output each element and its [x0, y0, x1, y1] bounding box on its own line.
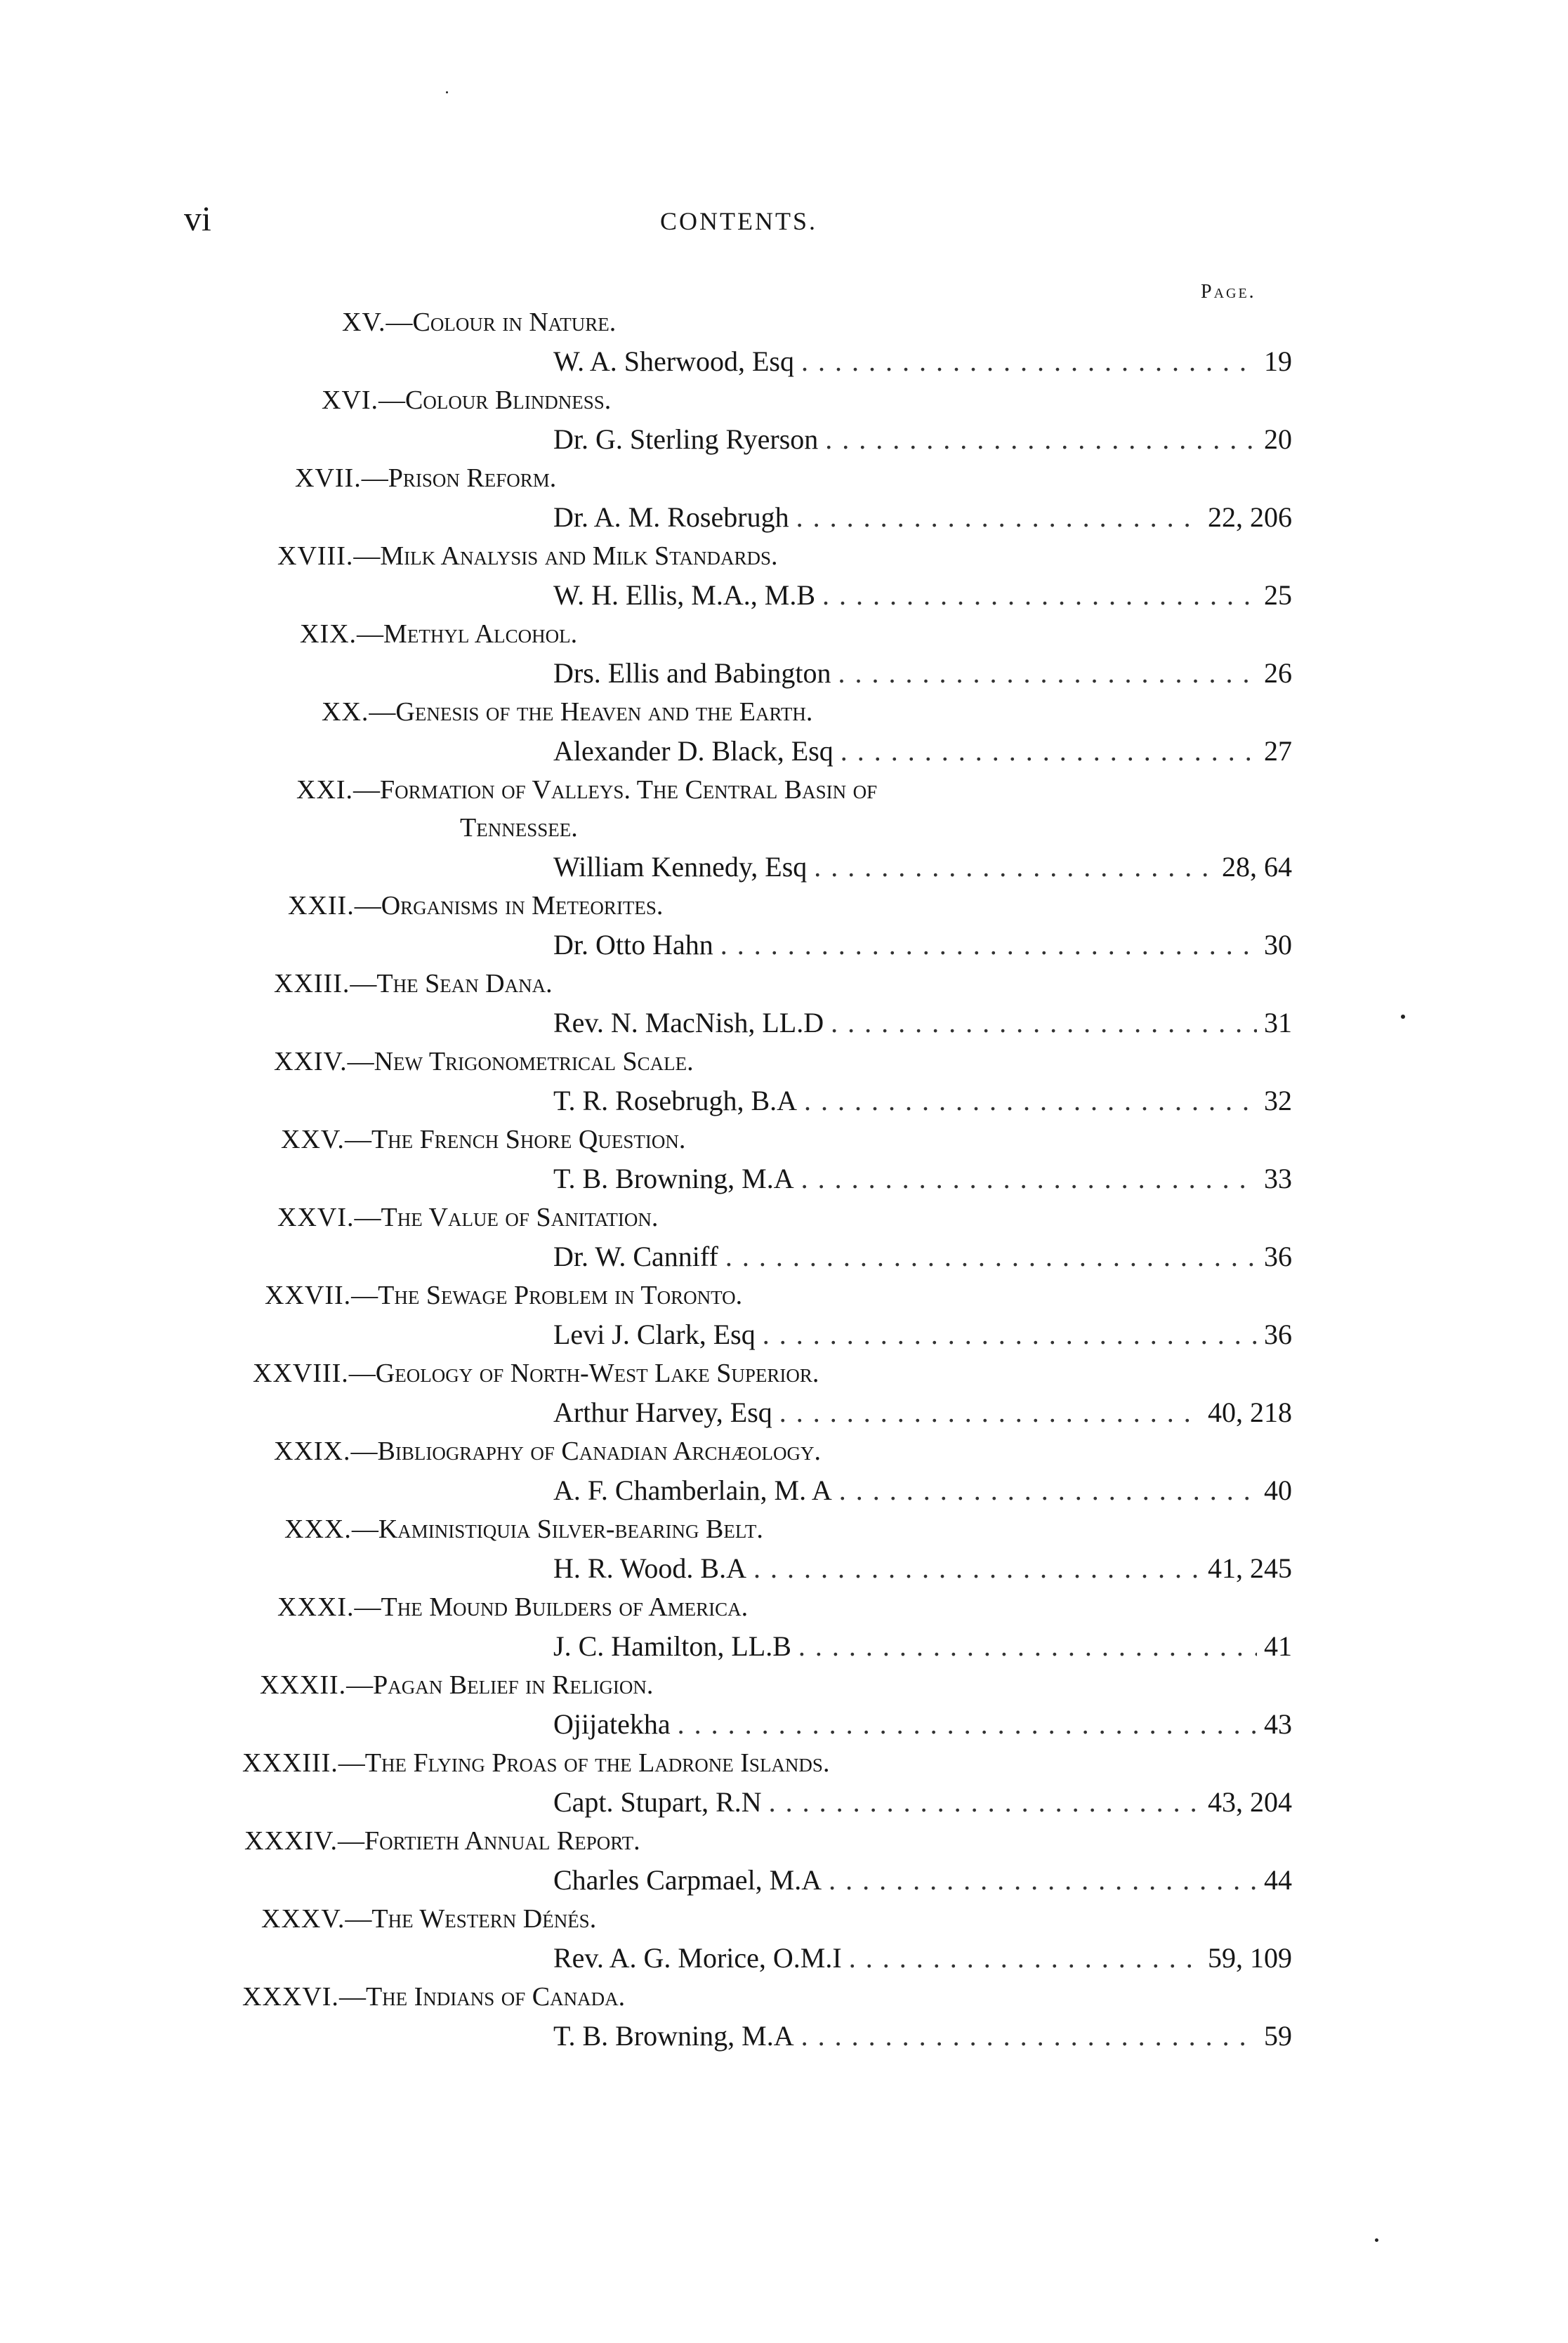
author-name: Dr. W. Canniff	[553, 1241, 718, 1272]
dot-leader	[725, 1236, 1257, 1276]
toc-entry	[0, 1822, 1568, 1900]
entry-title-line	[0, 381, 1568, 419]
dot-leader	[841, 731, 1257, 771]
entry-title-line	[0, 1276, 1568, 1314]
toc-entry	[0, 1744, 1568, 1822]
entry-title-line	[0, 887, 1568, 925]
roman-numeral: XXXIII.	[242, 1748, 338, 1778]
paper-title: —Genesis of the Heaven and the Earth.	[369, 697, 813, 727]
toc-entry	[0, 1900, 1568, 1978]
toc-entry	[0, 1276, 1568, 1354]
author-line	[0, 653, 1292, 693]
paper-title: —The French Shore Question.	[344, 1125, 686, 1154]
roman-numeral: XXIII.	[274, 969, 350, 998]
paper-title: —Bibliography of Canadian Archæology.	[350, 1437, 822, 1466]
author-name: Rev. N. MacNish, LL.D	[553, 1007, 824, 1038]
author-line	[0, 1081, 1292, 1121]
page-numbers: 41	[1264, 1630, 1292, 1662]
roman-numeral: XXXV.	[261, 1904, 345, 1934]
dot-leader	[825, 419, 1257, 459]
author-line	[0, 1392, 1292, 1432]
dot-leader	[829, 1860, 1257, 1900]
author-name: Dr. G. Sterling Ryerson	[553, 423, 819, 455]
author-name: Capt. Stupart, R.N	[553, 1786, 762, 1818]
toc-entry	[0, 1043, 1568, 1121]
entry-title-line	[0, 1744, 1568, 1782]
page-numbers: 28, 64	[1222, 851, 1292, 883]
entry-title-line	[0, 1043, 1568, 1081]
entry-title-line	[0, 1121, 1568, 1159]
dot-leader	[779, 1392, 1201, 1432]
paper-title: —Pagan Belief in Religion.	[346, 1670, 654, 1700]
page-numbers: 43	[1264, 1708, 1292, 1740]
author-line	[0, 1938, 1292, 1978]
dot-leader	[769, 1782, 1201, 1822]
roman-numeral: XXVII.	[265, 1281, 352, 1310]
roman-numeral: XXXII.	[260, 1670, 347, 1700]
page-numbers: 19	[1264, 345, 1292, 377]
roman-numeral: XXV.	[281, 1125, 345, 1154]
entry-title-line	[0, 1354, 1568, 1392]
page-numbers: 20	[1264, 423, 1292, 455]
roman-numeral: XXIV.	[274, 1047, 348, 1076]
author-name: Arthur Harvey, Esq	[553, 1397, 772, 1428]
roman-numeral: XXXVI.	[242, 1982, 339, 2012]
entry-title-line	[0, 1822, 1568, 1860]
roman-numeral: XXII.	[288, 891, 355, 920]
page-numbers: 25	[1264, 579, 1292, 611]
entry-title-line	[0, 537, 1568, 575]
paper-title: —Milk Analysis and Milk Standards.	[353, 541, 778, 571]
paper-title: —The Value of Sanitation.	[354, 1203, 659, 1232]
paper-title: —Formation of Valleys. The Central Basin of	[353, 775, 878, 805]
author-name: T. B. Browning, M.A	[553, 1163, 794, 1194]
roman-numeral: XIX.	[300, 619, 357, 649]
author-name: W. A. Sherwood, Esq	[553, 345, 794, 377]
print-speck	[446, 91, 448, 93]
page-numbers: 32	[1264, 1085, 1292, 1116]
dot-leader	[839, 1470, 1257, 1510]
page-numbers: 59	[1264, 2020, 1292, 2052]
toc-entry	[0, 693, 1568, 771]
toc-entry	[0, 1121, 1568, 1199]
paper-title: —The Mound Builders of America.	[354, 1592, 749, 1622]
author-name: Levi J. Clark, Esq	[553, 1319, 756, 1350]
roman-numeral: XX.	[322, 697, 369, 727]
paper-title: —The Western Dénés.	[345, 1904, 597, 1934]
author-line	[0, 1159, 1292, 1199]
paper-title-continuation: Tennessee.	[460, 813, 578, 843]
toc-entry	[0, 303, 1568, 381]
toc-entry	[0, 771, 1568, 887]
author-line	[0, 1704, 1292, 1744]
author-line	[0, 847, 1292, 887]
running-head: CONTENTS.	[660, 207, 817, 235]
author-line	[0, 1470, 1292, 1510]
author-name: Alexander D. Black, Esq	[553, 735, 834, 767]
roman-numeral: XVII.	[295, 463, 362, 493]
page-numbers: 40, 218	[1208, 1397, 1292, 1428]
roman-numeral: XVIII.	[277, 541, 354, 571]
entry-title-line	[0, 1588, 1568, 1626]
entry-title-line	[0, 693, 1568, 731]
dot-leader	[720, 925, 1257, 965]
author-name: T. B. Browning, M.A	[553, 2020, 794, 2052]
entry-title-line	[0, 1432, 1568, 1470]
table-of-contents	[0, 303, 1568, 2056]
paper-title: —Prison Reform.	[361, 463, 557, 493]
page-numbers: 44	[1264, 1864, 1292, 1896]
paper-title: —Fortieth Annual Report.	[338, 1826, 640, 1856]
author-line	[0, 1548, 1292, 1588]
paper-title: —Organisms in Meteorites.	[354, 891, 664, 920]
paper-title: —Geology of North-West Lake Superior.	[348, 1359, 819, 1388]
dot-leader	[798, 1626, 1257, 1666]
author-line	[0, 925, 1292, 965]
page-numbers: 43, 204	[1208, 1786, 1292, 1818]
author-line	[0, 1860, 1292, 1900]
author-line	[0, 341, 1292, 381]
author-line	[0, 1782, 1292, 1822]
dot-leader	[831, 1003, 1257, 1043]
toc-entry	[0, 1432, 1568, 1510]
author-line	[0, 497, 1292, 537]
page-numbers: 27	[1264, 735, 1292, 767]
dot-leader	[678, 1704, 1257, 1744]
dot-leader	[796, 497, 1201, 537]
toc-entry	[0, 887, 1568, 965]
page-numbers: 22, 206	[1208, 501, 1292, 533]
page-numbers: 31	[1264, 1007, 1292, 1038]
toc-entry	[0, 1666, 1568, 1744]
dot-leader	[838, 653, 1257, 693]
page-numbers: 26	[1264, 657, 1292, 689]
toc-entry	[0, 615, 1568, 693]
entry-title-line	[0, 615, 1568, 653]
author-name: Dr. A. M. Rosebrugh	[553, 501, 789, 533]
page-numbers: 40	[1264, 1474, 1292, 1506]
entry-title-line	[0, 303, 1568, 341]
paper-title: —Colour Blindness.	[378, 385, 612, 415]
paper-title: —The Indians of Canada.	[338, 1982, 626, 2012]
author-name: H. R. Wood. B.A	[553, 1552, 746, 1584]
paper-title: —Methyl Alcohol.	[357, 619, 578, 649]
dot-leader	[763, 1314, 1257, 1354]
toc-entry	[0, 1510, 1568, 1588]
author-name: A. F. Chamberlain, M. A	[553, 1474, 832, 1506]
paper-title: —New Trigonometrical Scale.	[347, 1047, 694, 1076]
page-numbers: 30	[1264, 929, 1292, 961]
toc-entry	[0, 459, 1568, 537]
author-line	[0, 1626, 1292, 1666]
paper-title: —The Sewage Problem in Toronto.	[351, 1281, 743, 1310]
roman-numeral: XXXIV.	[244, 1826, 338, 1856]
entry-title-line	[0, 1199, 1568, 1236]
author-line	[0, 419, 1292, 459]
author-name: Rev. A. G. Morice, O.M.I	[553, 1942, 842, 1974]
page-numbers: 41, 245	[1208, 1552, 1292, 1584]
page-numbers: 36	[1264, 1241, 1292, 1272]
dot-leader	[804, 1081, 1257, 1121]
roman-numeral: XVI.	[322, 385, 379, 415]
author-name: Ojijatekha	[553, 1708, 671, 1740]
roman-numeral: XV.	[342, 308, 386, 337]
toc-entry	[0, 965, 1568, 1043]
page-column-label: Page.	[1201, 281, 1256, 303]
toc-entry	[0, 1588, 1568, 1666]
author-name: Drs. Ellis and Babington	[553, 657, 831, 689]
author-name: J. C. Hamilton, LL.B	[553, 1630, 791, 1662]
author-name: William Kennedy, Esq	[553, 851, 808, 883]
paper-title: —The Sean Dana.	[350, 969, 553, 998]
dot-leader	[801, 341, 1257, 381]
dot-leader	[814, 847, 1215, 887]
entry-title-line	[0, 771, 1568, 809]
entry-title-line	[0, 1900, 1568, 1938]
page-folio: vi	[184, 199, 211, 238]
author-name: W. H. Ellis, M.A., M.B	[553, 579, 816, 611]
author-line	[0, 2016, 1292, 2056]
dot-leader	[753, 1548, 1201, 1588]
dot-leader	[801, 1159, 1257, 1199]
toc-entry	[0, 1354, 1568, 1432]
dot-leader	[801, 2016, 1257, 2056]
author-name: Dr. Otto Hahn	[553, 929, 713, 961]
roman-numeral: XXVI.	[277, 1203, 355, 1232]
toc-entry	[0, 381, 1568, 459]
roman-numeral: XXVIII.	[253, 1359, 349, 1388]
toc-entry	[0, 1199, 1568, 1276]
toc-entry	[0, 1978, 1568, 2056]
author-line	[0, 1236, 1292, 1276]
paper-title: —Colour in Nature.	[386, 308, 617, 337]
author-line	[0, 1003, 1292, 1043]
roman-numeral: XXXI.	[277, 1592, 355, 1622]
roman-numeral: XXX.	[284, 1514, 352, 1544]
page-numbers: 33	[1264, 1163, 1292, 1194]
roman-numeral: XXIX.	[274, 1437, 351, 1466]
toc-entry	[0, 537, 1568, 615]
author-name: T. R. Rosebrugh, B.A	[553, 1085, 798, 1116]
author-name: Charles Carpmael, M.A	[553, 1864, 822, 1896]
entry-title-line	[0, 459, 1568, 497]
page-numbers: 59, 109	[1208, 1942, 1292, 1974]
entry-title-line	[0, 1978, 1568, 2016]
dot-leader	[849, 1938, 1201, 1978]
dot-leader	[822, 575, 1257, 615]
paper-title: —The Flying Proas of the Ladrone Islands.	[338, 1748, 830, 1778]
entry-title-line	[0, 1510, 1568, 1548]
page-numbers: 36	[1264, 1319, 1292, 1350]
author-line	[0, 731, 1292, 771]
roman-numeral: XXI.	[296, 775, 354, 805]
paper-title: —Kaministiquia Silver-bearing Belt.	[351, 1514, 763, 1544]
entry-title-line	[0, 965, 1568, 1003]
author-line	[0, 1314, 1292, 1354]
author-line	[0, 575, 1292, 615]
print-speck	[1401, 1015, 1405, 1019]
entry-title-line	[0, 1666, 1568, 1704]
print-speck	[1375, 2238, 1378, 2242]
